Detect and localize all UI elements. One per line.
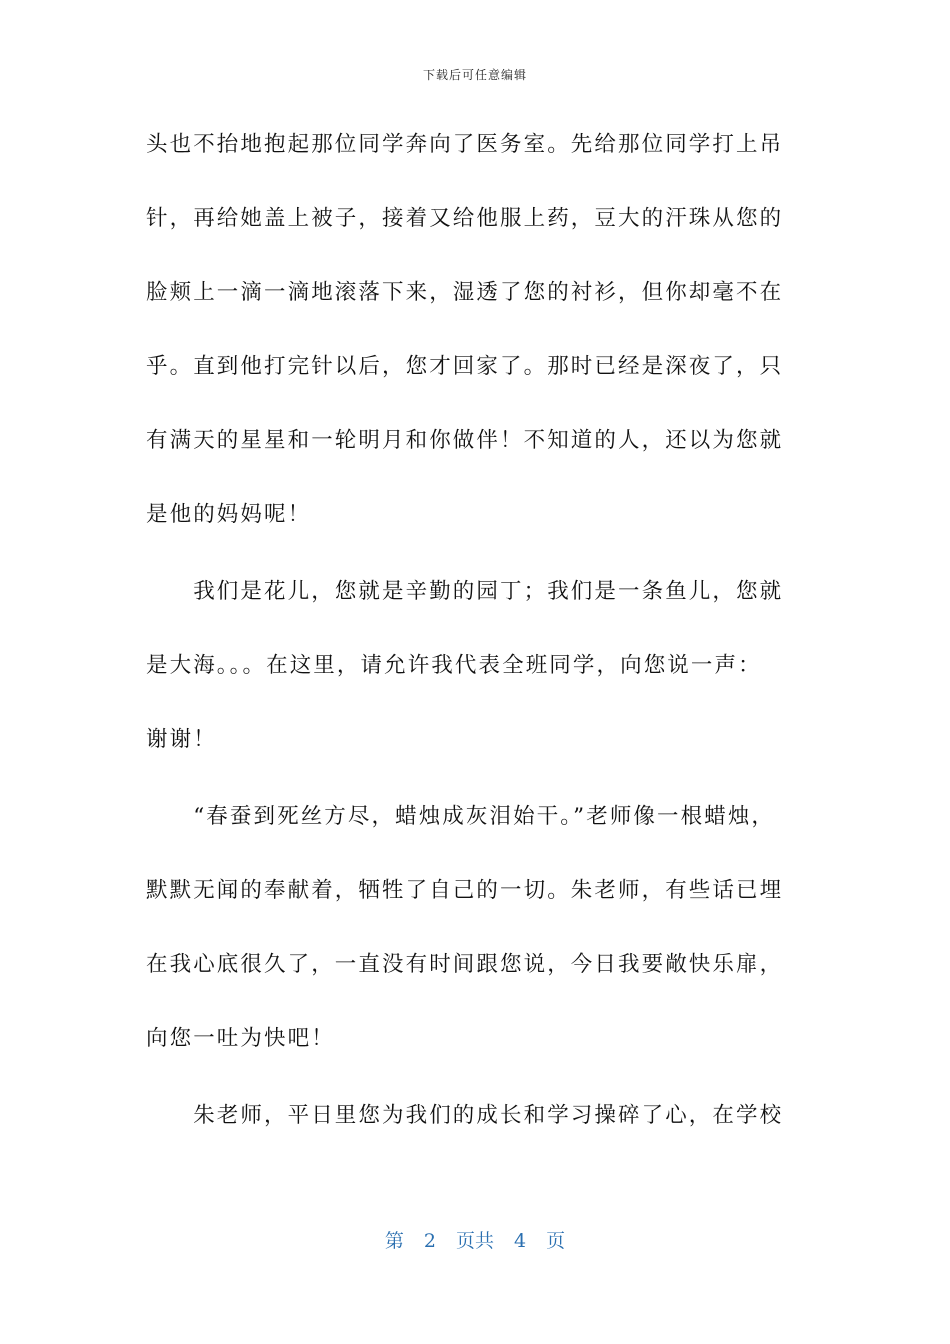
- footer-page-of: 页共: [455, 1230, 494, 1252]
- text-line: 朱老师，平日里您为我们的成长和学习操碎了心，在学校: [146, 1103, 784, 1128]
- text-line: 谢谢！: [146, 727, 217, 752]
- page-footer: [0, 1226, 950, 1253]
- page-header: 下载后可任意编辑: [422, 68, 527, 82]
- text-line: “春蚕到死丝方尽，蜡烛成灰泪始干。”老师像一根蜡烛，: [146, 804, 776, 829]
- text-line: 在我心底很久了，一直没有时间跟您说，今日我要敞快乐扉，: [146, 952, 784, 977]
- footer-total-pages: 4: [514, 1230, 527, 1252]
- text-line: 是他的妈妈呢！: [146, 502, 312, 527]
- text-line: 是大海。。。在这里，请允许我代表全班同学，向您说一声：: [146, 653, 762, 678]
- text-line: 针，再给她盖上被子，接着又给他服上药，豆大的汗珠从您的: [146, 206, 784, 231]
- footer-page-suffix: 页: [546, 1230, 566, 1252]
- text-line: 乎。直到他打完针以后，您才回家了。那时已经是深夜了，只: [146, 354, 784, 379]
- text-line: 向您一吐为快吧！: [146, 1026, 335, 1051]
- footer-page-number: 2: [423, 1230, 436, 1252]
- text-line: 我们是花儿，您就是辛勤的园丁；我们是一条鱼儿，您就: [146, 579, 784, 604]
- text-line: 有满天的星星和一轮明月和你做伴！不知道的人，还以为您就: [146, 428, 784, 453]
- text-line: 脸颊上一滴一滴地滚落下来，湿透了您的衬衫，但你却毫不在: [146, 280, 784, 305]
- text-line: 默默无闻的奉献着，牺牲了自己的一切。朱老师，有些话已埋: [146, 878, 784, 903]
- footer-page-label: 第: [384, 1230, 404, 1252]
- text-line: 头也不抬地抱起那位同学奔向了医务室。先给那位同学打上吊: [146, 132, 784, 157]
